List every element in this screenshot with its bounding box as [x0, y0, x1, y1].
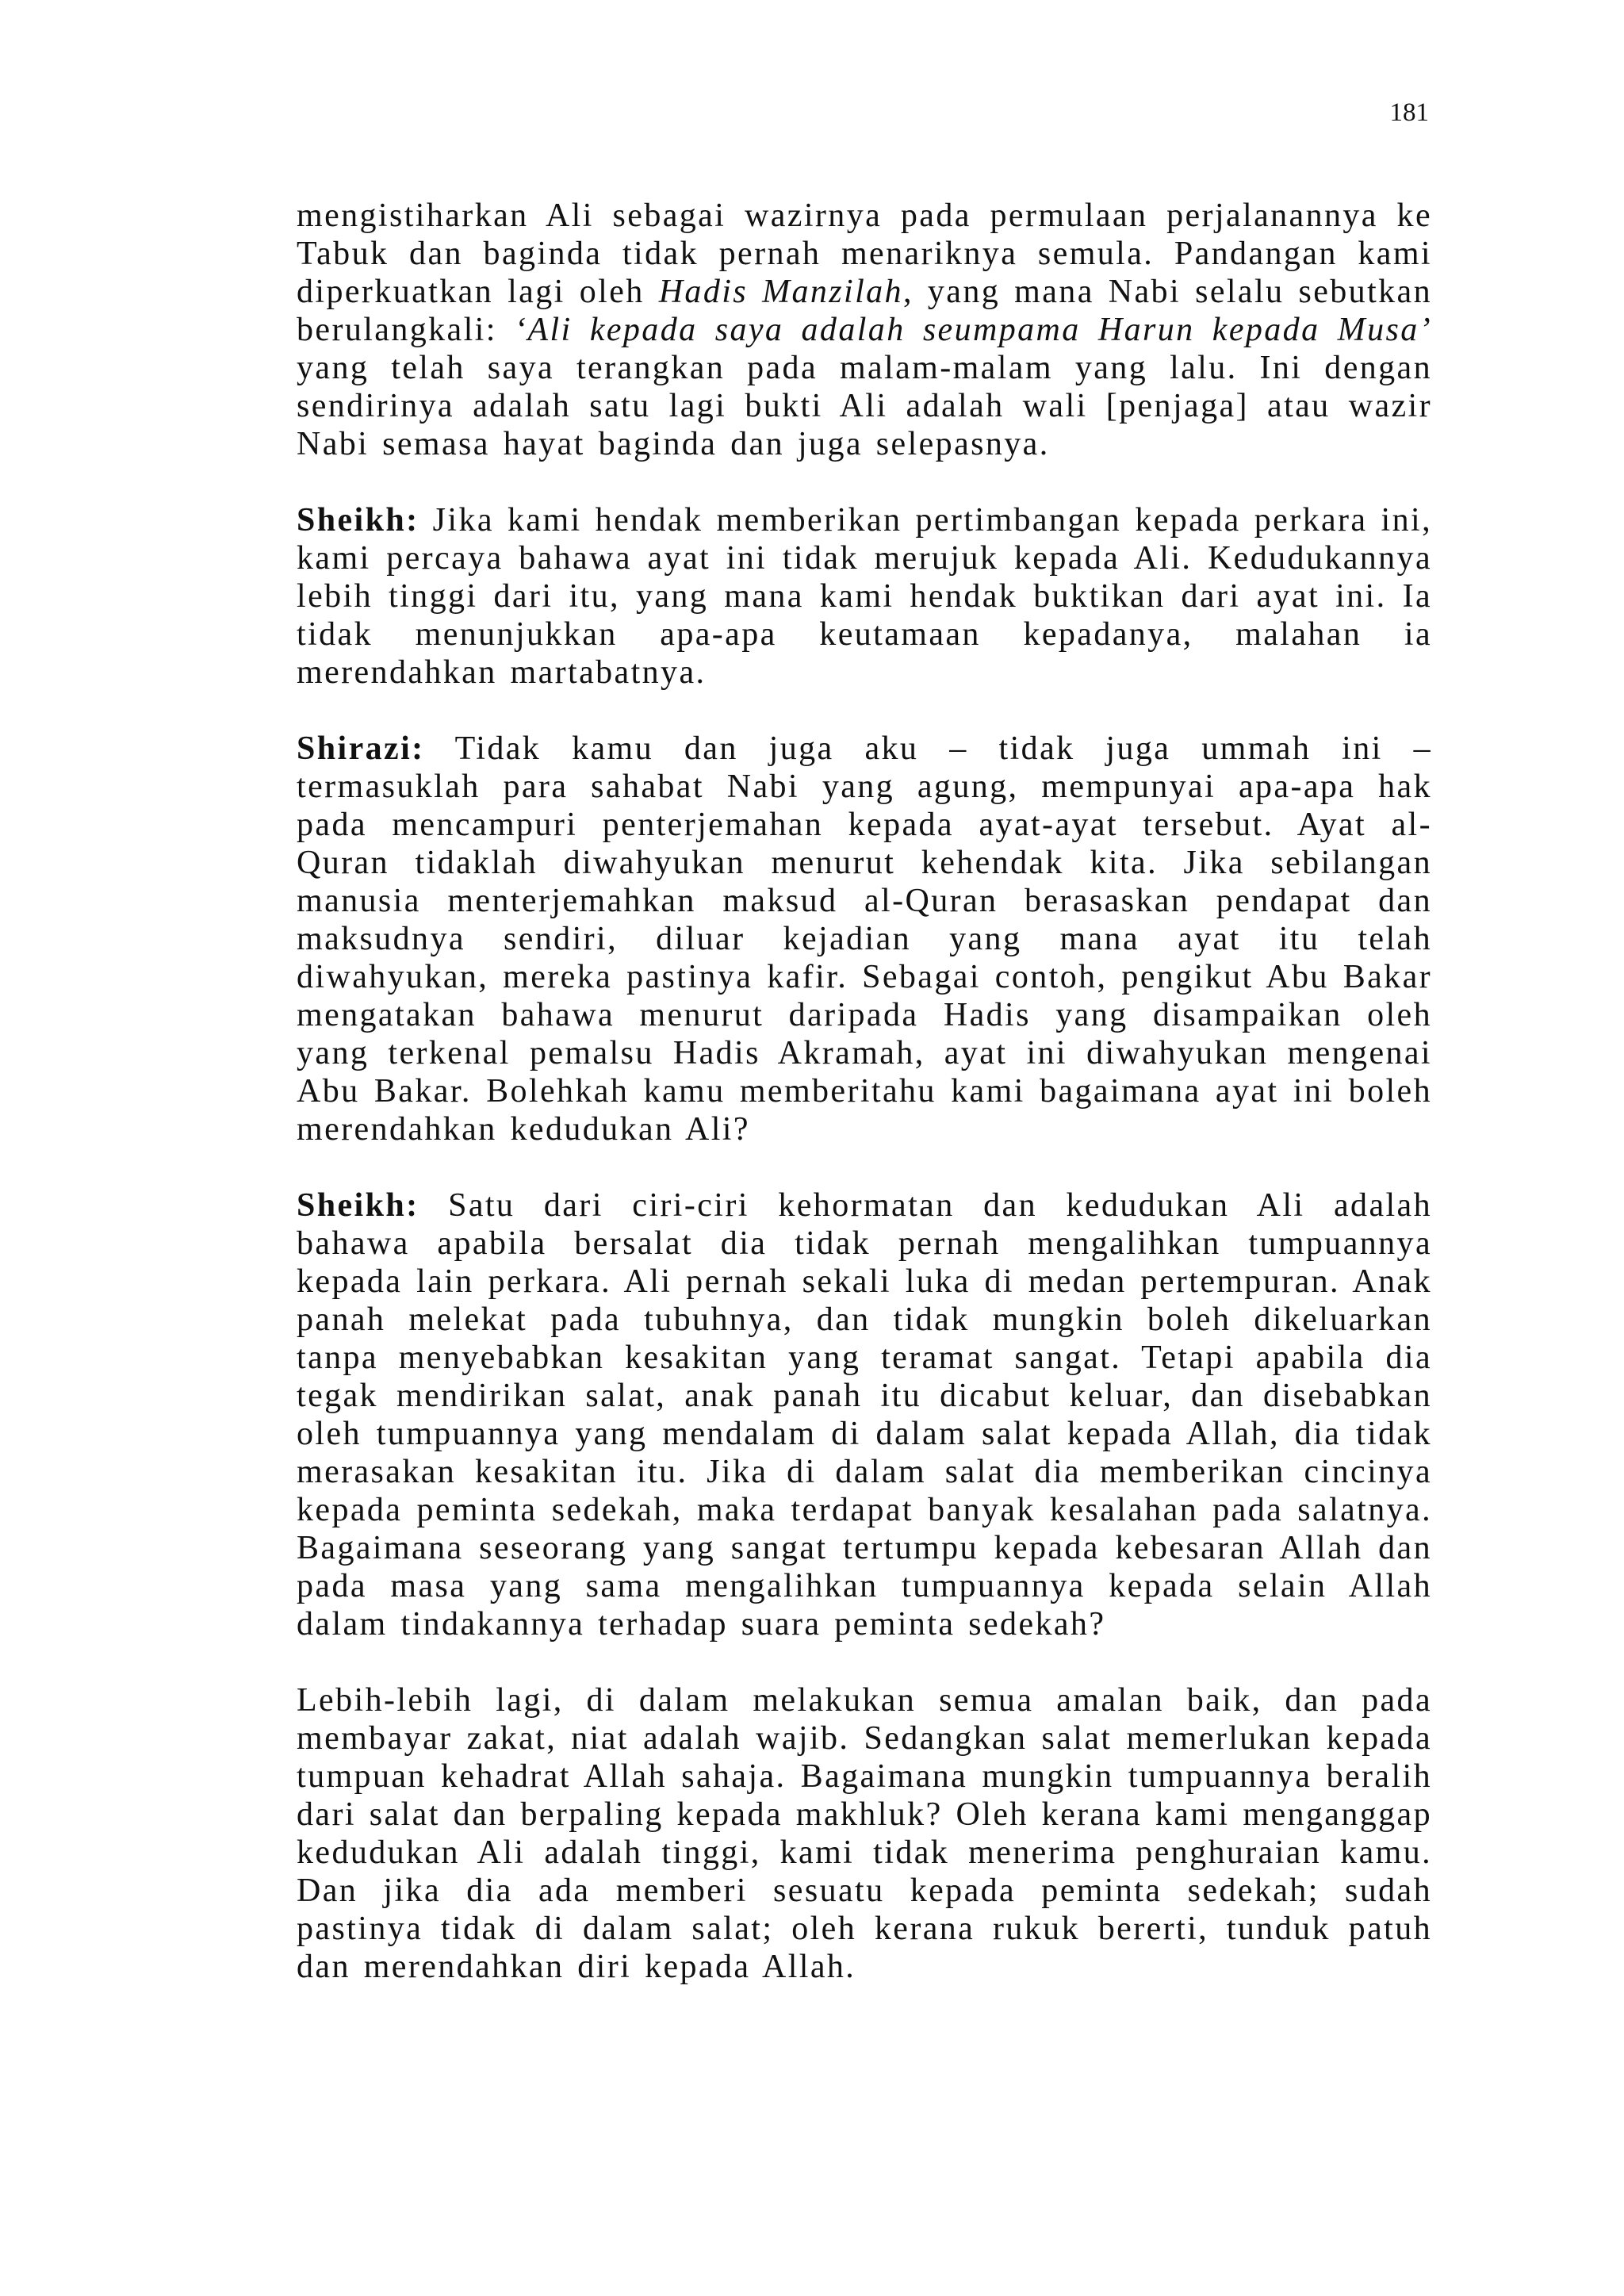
paragraph-5 — [297, 1681, 1432, 1986]
text-segment: yang telah saya terangkan pada malam-malam yang lalu. Ini dengan sendirinya adalah satu lagi bukti Ali adalah wali [penjaga] atau wazir Nabi semasa hayat baginda dan juga selepasnya. — [297, 350, 1432, 462]
paragraph-4 — [297, 1186, 1432, 1643]
paragraph-1 — [297, 197, 1432, 463]
text-segment: Lebih-lebih lagi, di dalam melakukan semua amalan baik, dan pada membayar zakat, niat adalah wajib. Sedangkan salat memerlukan kepada tumpuan kehadrat Allah sahaja. Bagaimana mungkin tumpuannya beralih dari salat dan berpaling kepada makhluk? Oleh kerana kami menganggap kedudukan Ali adalah tinggi, kami tidak menerima penghuraian kamu. Dan jika dia ada memberi sesuatu kepada peminta sedekah; sudah pastinya tidak di dalam salat; oleh kerana rukuk bererti, tunduk patuh dan merendahkan diri kepada Allah. — [297, 1682, 1432, 1985]
text-segment: Jika kami hendak memberikan pertimbangan kepada perkara ini, kami percaya bahawa ayat ini tidak merujuk kepada Ali. Kedudukannya lebih tinggi dari itu, yang mana kami hendak buktikan dari ayat ini. Ia tidak menunjukkan apa-apa keutamaan kepadanya, malahan ia merendahkan martabatnya. — [297, 502, 1432, 691]
text-segment: Tidak kamu dan juga aku – tidak juga ummah ini – termasuklah para sahabat Nabi yang agung, mempunyai apa-apa hak pada mencampuri penterjemahan kepada ayat-ayat tersebut. Ayat al-Quran tidaklah diwahyukan menurut kehendak kita. Jika sebilangan manusia menterjemahkan maksud al-Quran berasaskan pendapat dan maksudnya sendiri, diluar kejadian yang mana ayat itu telah diwahyukan, mereka pastinya kafir. Sebagai contoh, pengikut Abu Bakar mengatakan bahawa menurut daripada Hadis yang disampaikan oleh yang terkenal pemalsu Hadis Akramah, ayat ini diwahyukan mengenai Abu Bakar. Bolehkah kamu memberitahu kami bagaimana ayat ini boleh merendahkan kedudukan Ali? — [297, 730, 1432, 1148]
speaker-label: Sheikh: — [297, 1187, 419, 1224]
speaker-label: Sheikh: — [297, 502, 419, 539]
page-number: 181 — [1389, 98, 1429, 127]
text-segment: , yang mana Nabi selalu sebutkan berulangkali: — [297, 274, 1432, 348]
paragraph-3 — [297, 730, 1432, 1148]
paragraph-2 — [297, 501, 1432, 692]
text-segment: mengistiharkan Ali sebagai wazirnya pada permulaan perjalanannya ke Tabuk dan baginda tidak pernah menariknya semula. Pandangan kami diperkuatkan lagi oleh — [297, 197, 1432, 310]
body-text — [297, 197, 1432, 2024]
text-segment: Satu dari ciri-ciri kehormatan dan kedudukan Ali adalah bahawa apabila bersalat dia tidak pernah mengalihkan tumpuannya kepada lain perkara. Ali pernah sekali luka di medan pertempuran. Anak panah melekat pada tubuhnya, dan tidak mungkin boleh dikeluarkan tanpa menyebabkan kesakitan yang teramat sangat. Tetapi apabila dia tegak mendirikan salat, anak panah itu dicabut keluar, dan disebabkan oleh tumpuannya yang mendalam di dalam salat kepada Allah, dia tidak merasakan kesakitan itu. Jika di dalam salat dia memberikan cincinya kepada peminta sedekah, maka terdapat banyak kesalahan pada salatnya. Bagaimana seseorang yang sangat tertumpu kepada kebesaran Allah dan pada masa yang sama mengalihkan tumpuannya kepada selain Allah dalam tindakannya terhadap suara peminta sedekah? — [297, 1187, 1432, 1642]
text-segment-italic: ‘Ali kepada saya adalah seumpama Harun kepada Musa’ — [515, 312, 1433, 348]
text-segment-italic: Hadis Manzilah — [658, 274, 903, 310]
speaker-label: Shirazi: — [297, 730, 425, 767]
